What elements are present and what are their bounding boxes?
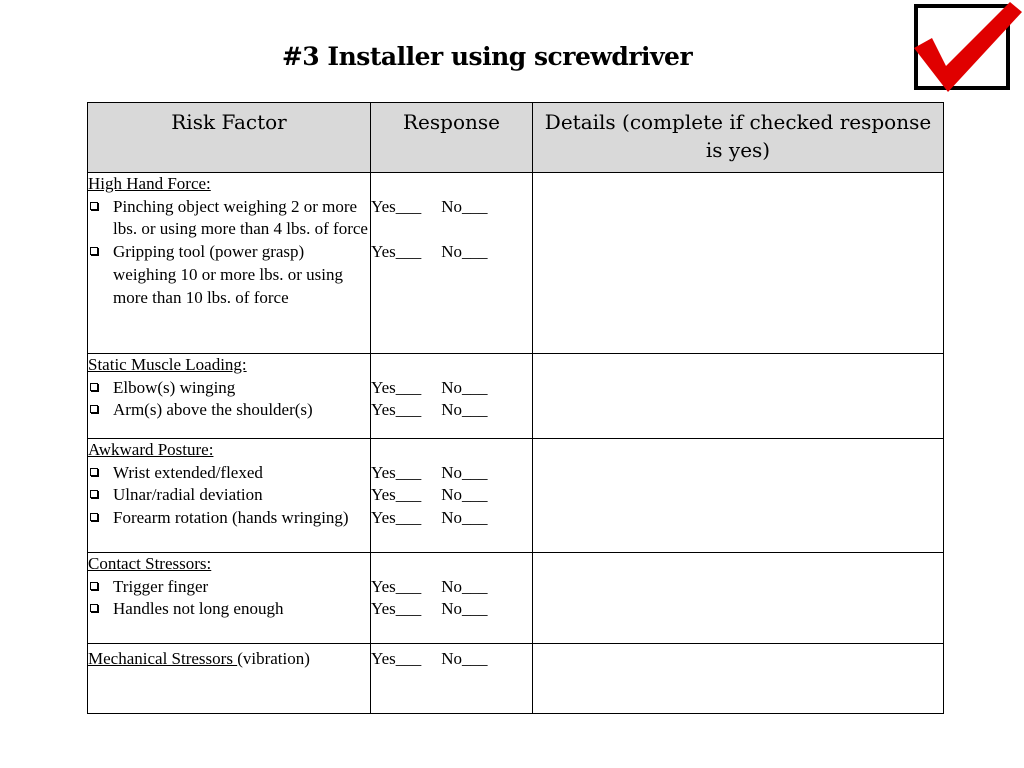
risk-factor-cell <box>88 173 371 354</box>
checkmark-icon <box>918 8 1014 94</box>
no-field[interactable]: No___ <box>441 400 488 420</box>
yes-no-response[interactable] <box>371 484 532 507</box>
yes-no-response[interactable] <box>371 598 532 621</box>
yes-field[interactable]: Yes___ <box>371 508 422 528</box>
table-row <box>88 439 944 553</box>
list-item <box>88 507 370 530</box>
details-cell[interactable] <box>533 439 944 553</box>
risk-factor-cell <box>88 553 371 644</box>
risk-factor-cell <box>88 354 371 439</box>
category-label-static-muscle-loading: Static Muscle Loading: <box>88 355 247 374</box>
response-cell <box>371 173 533 354</box>
list-item <box>88 462 370 485</box>
risk-item-label: Pinching object weighing 2 or more lbs. or using more than 4 lbs. of force <box>113 196 368 239</box>
list-item <box>88 196 370 241</box>
category-label-high-hand-force: High Hand Force: <box>88 174 211 193</box>
checkbox-bullet-icon <box>90 490 98 498</box>
details-cell[interactable] <box>533 354 944 439</box>
page-title: #3 Installer using screwdriver <box>281 42 693 71</box>
no-field[interactable]: No___ <box>441 462 488 482</box>
header-response: Response <box>371 103 533 173</box>
yes-no-response[interactable] <box>371 196 532 219</box>
category-label-mechanical-stressors: Mechanical Stressors <box>88 649 238 668</box>
header-details: Details (complete if checked response is yes) <box>533 103 944 173</box>
yes-no-response[interactable] <box>371 241 532 264</box>
no-field[interactable]: No___ <box>441 242 488 262</box>
checkbox-checked-icon <box>914 4 1010 90</box>
checkmark-stroke <box>914 2 1022 92</box>
table-row <box>88 354 944 439</box>
checkbox-bullet-icon <box>90 468 98 476</box>
no-field[interactable]: No___ <box>441 576 488 596</box>
category-label-contact-stressors: Contact Stressors: <box>88 554 212 573</box>
response-cell <box>371 439 533 553</box>
risk-item-label: Arm(s) above the shoulder(s) <box>113 400 313 420</box>
checkbox-bullet-icon <box>90 405 98 413</box>
list-item <box>88 399 370 422</box>
risk-item-list <box>88 377 370 422</box>
no-field[interactable]: No___ <box>441 196 488 216</box>
category-suffix: (vibration) <box>237 649 310 668</box>
checkbox-bullet-icon <box>90 513 98 521</box>
risk-item-label: Forearm rotation (hands wringing) <box>113 508 349 528</box>
yes-field[interactable]: Yes___ <box>371 649 422 668</box>
response-cell <box>371 354 533 439</box>
no-field[interactable]: No___ <box>441 377 488 397</box>
table-row <box>88 553 944 644</box>
no-field[interactable]: No___ <box>441 649 488 668</box>
yes-no-response[interactable] <box>371 399 532 422</box>
yes-field[interactable]: Yes___ <box>371 462 422 482</box>
list-item <box>88 484 370 507</box>
checkbox-bullet-icon <box>90 247 98 255</box>
yes-field[interactable]: Yes___ <box>371 242 422 262</box>
table-row <box>88 644 944 714</box>
yes-no-response[interactable] <box>371 462 532 485</box>
list-item <box>88 598 370 621</box>
list-item <box>88 576 370 599</box>
details-cell[interactable] <box>533 173 944 354</box>
risk-item-label: Elbow(s) winging <box>113 377 236 397</box>
response-cell <box>371 553 533 644</box>
risk-item-label: Handles not long enough <box>113 599 284 619</box>
yes-field[interactable]: Yes___ <box>371 377 422 397</box>
table-header-row <box>88 103 944 173</box>
yes-field[interactable]: Yes___ <box>371 400 422 420</box>
category-label-awkward-posture: Awkward Posture: <box>88 440 214 459</box>
yes-no-response[interactable] <box>371 507 532 530</box>
risk-item-list <box>88 576 370 621</box>
details-cell[interactable] <box>533 644 944 714</box>
risk-item-list <box>88 196 370 310</box>
table-row <box>88 173 944 354</box>
checkbox-bullet-icon <box>90 604 98 612</box>
details-cell[interactable] <box>533 553 944 644</box>
yes-field[interactable]: Yes___ <box>371 599 422 619</box>
yes-no-response[interactable] <box>371 648 532 671</box>
risk-item-label: Ulnar/radial deviation <box>113 485 263 505</box>
no-field[interactable]: No___ <box>441 485 488 505</box>
no-field[interactable]: No___ <box>441 599 488 619</box>
yes-field[interactable]: Yes___ <box>371 196 422 216</box>
risk-factor-table <box>87 102 944 714</box>
checkbox-bullet-icon <box>90 202 98 210</box>
header-risk-factor: Risk Factor <box>88 103 371 173</box>
risk-factor-cell <box>88 644 371 714</box>
checkbox-bullet-icon <box>90 582 98 590</box>
risk-factor-cell <box>88 439 371 553</box>
risk-item-list <box>88 462 370 530</box>
yes-no-response[interactable] <box>371 377 532 400</box>
checkbox-bullet-icon <box>90 383 98 391</box>
risk-item-label: Gripping tool (power grasp) weighing 10 or more lbs. or using more than 10 lbs. of force <box>113 242 343 307</box>
risk-item-label: Trigger finger <box>113 576 209 596</box>
list-item <box>88 241 370 309</box>
yes-no-response[interactable] <box>371 576 532 599</box>
risk-item-label: Wrist extended/flexed <box>113 462 263 482</box>
yes-field[interactable]: Yes___ <box>371 485 422 505</box>
response-cell <box>371 644 533 714</box>
yes-field[interactable]: Yes___ <box>371 576 422 596</box>
no-field[interactable]: No___ <box>441 508 488 528</box>
list-item <box>88 377 370 400</box>
